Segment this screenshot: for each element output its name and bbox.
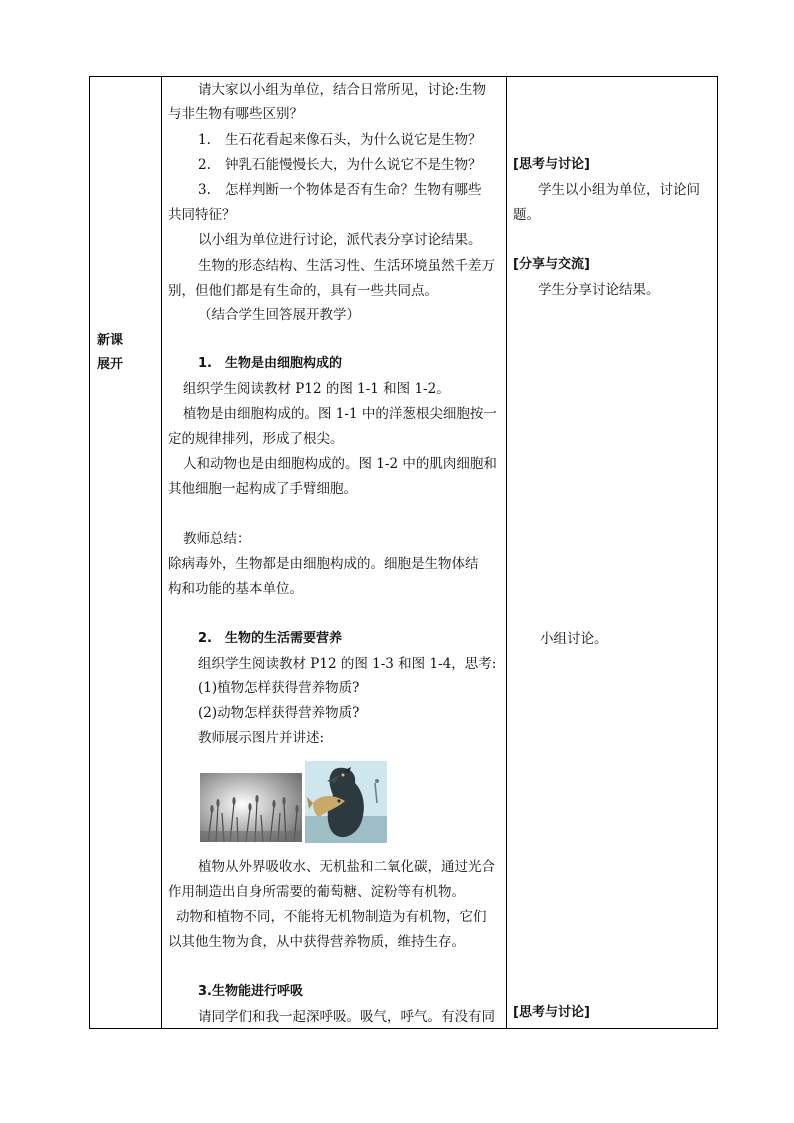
discussion-intro: 请大家以小组为单位，结合日常所见，讨论:生物 bbox=[198, 82, 487, 98]
photosynthesis-text: 植物从外界吸收水、无机盐和二氧化碳，通过光合 bbox=[198, 859, 495, 875]
think-discuss-label: [思考与讨论] bbox=[513, 157, 590, 172]
animals-food-text-cont: 以其他生物为食，从中获得营养物质，维持生存。 bbox=[168, 934, 465, 950]
think-discuss-text: 学生以小组为单位，讨论问 bbox=[538, 182, 700, 198]
teacher-summary-label: 教师总结： bbox=[183, 531, 251, 547]
question-number: 2. bbox=[198, 157, 211, 173]
question-number: 1. bbox=[198, 132, 211, 148]
summary: 生物的形态结构、生活习性、生活环境虽然千差万 bbox=[198, 258, 495, 274]
group-discussion-text: 小组讨论。 bbox=[540, 631, 608, 647]
plant-cells-text-cont: 定的规律排列，形成了根尖。 bbox=[168, 431, 344, 447]
lesson-table bbox=[89, 76, 718, 1029]
reeds-sunlight-image bbox=[200, 773, 302, 842]
group-report: 以小组为单位进行讨论，派代表分享讨论结果。 bbox=[198, 232, 482, 248]
show-pictures-text: 教师展示图片并讲述: bbox=[198, 730, 325, 746]
question-animals: (2)动物怎样获得营养物质? bbox=[198, 705, 360, 721]
section-label bbox=[97, 329, 123, 377]
summary-cont: 别，但他们都是有生命的，具有一些共同点。 bbox=[168, 283, 438, 299]
heading-breathing: 3.生物能进行呼吸 bbox=[198, 984, 303, 999]
question-text: 生石花看起来像石头，为什么说它是生物？ bbox=[225, 132, 482, 148]
plant-photo bbox=[200, 773, 302, 842]
question-text-cont: 共同特征？ bbox=[168, 207, 236, 223]
photosynthesis-text-cont: 作用制造出自身所需要的葡萄糖、淀粉等有机物。 bbox=[168, 884, 465, 900]
discussion-intro-cont: 与非生物有哪些区别？ bbox=[168, 106, 303, 122]
section-label-line2: 展开 bbox=[97, 357, 124, 372]
question-plants: (1)植物怎样获得营养物质? bbox=[198, 680, 360, 696]
breathing-text: 请同学们和我一起深呼吸。吸气，呼气。有没有同 bbox=[198, 1009, 495, 1025]
teacher-summary-cont: 构和功能的基本单位。 bbox=[168, 581, 303, 597]
animal-cells-text-cont: 其他细胞一起构成了手臂细胞。 bbox=[168, 481, 357, 497]
heading-cells: 生物是由细胞构成的 bbox=[225, 356, 343, 371]
heading-number: 2. bbox=[198, 631, 212, 646]
reading-instruction: 组织学生阅读教材 P12 的图 1-1 和图 1-2。 bbox=[183, 381, 450, 397]
animal-cells-text: 人和动物也是由细胞构成的。图 1-2 中的肌肉细胞和 bbox=[183, 456, 497, 472]
teacher-summary: 除病毒外，生物都是由细胞构成的。细胞是生物体结 bbox=[168, 556, 479, 572]
question-text: 钟乳石能慢慢长大，为什么说它不是生物？ bbox=[225, 157, 482, 173]
animal-photo bbox=[305, 761, 387, 843]
think-discuss-label-2: [思考与讨论] bbox=[513, 1005, 590, 1020]
section-label-line1: 新课 bbox=[97, 333, 124, 348]
animals-food-text: 动物和植物不同，不能将无机物制造为有机物，它们 bbox=[176, 909, 487, 925]
cormorant-fish-image bbox=[305, 761, 387, 843]
share-exchange-text: 学生分享讨论结果。 bbox=[538, 282, 660, 298]
column-divider bbox=[161, 77, 162, 1028]
reading-instruction: 组织学生阅读教材 P12 的图 1-3 和图 1-4，思考: bbox=[198, 656, 497, 672]
question-number: 3. bbox=[198, 182, 211, 198]
plant-cells-text: 植物是由细胞构成的。图 1-1 中的洋葱根尖细胞按一 bbox=[183, 406, 497, 422]
heading-nutrition: 生物的生活需要营养 bbox=[225, 631, 343, 646]
question-text: 怎样判断一个物体是否有生命？生物有哪些 bbox=[225, 182, 482, 198]
teaching-note: （结合学生回答展开教学） bbox=[198, 307, 360, 323]
think-discuss-text-cont: 题。 bbox=[513, 207, 540, 223]
heading-number: 1. bbox=[198, 356, 212, 371]
share-exchange-label: [分享与交流] bbox=[513, 257, 590, 272]
column-divider bbox=[506, 77, 507, 1028]
